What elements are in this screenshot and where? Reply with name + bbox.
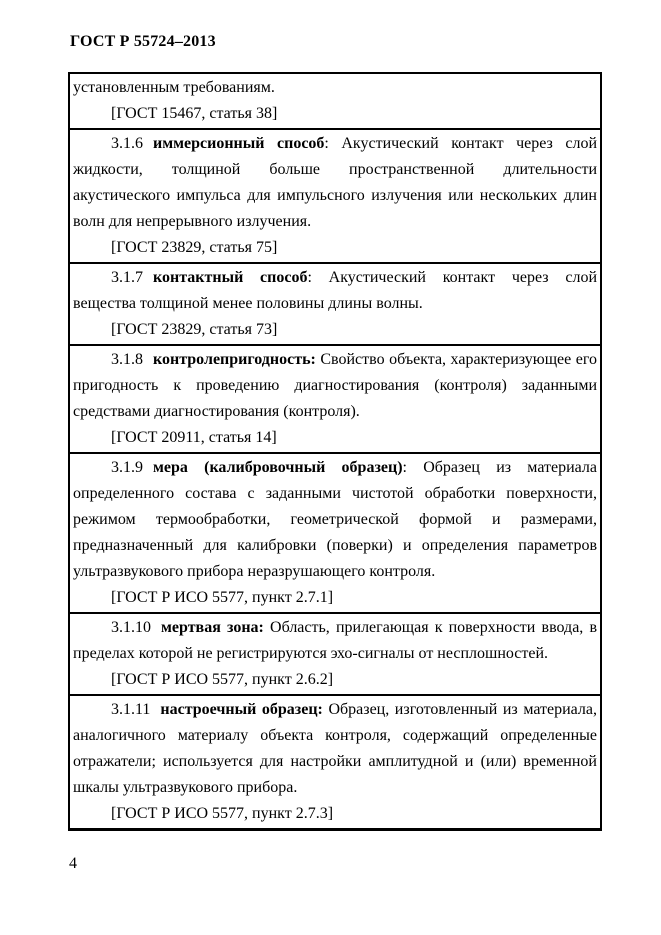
definition-paragraph [73,697,597,801]
definition-paragraph [73,615,597,667]
definition-text: : Акустический контакт через слой вещества толщиной менее половины длины волны. [73,269,597,312]
definition-paragraph [73,265,597,317]
definition-row [70,452,600,612]
source-reference: [ГОСТ 23829, статья 73] [111,321,278,338]
page-number: 4 [69,855,77,872]
definitions-table [68,72,602,831]
source-reference: [ГОСТ 23829, статья 75] [111,239,278,256]
clause-number: 3.1.9 [111,459,143,476]
definition-row [70,694,600,828]
term-bold: контактный способ [153,269,308,286]
definition-row [70,128,600,262]
definition-paragraph [73,131,597,235]
source-reference: [ГОСТ 20911, статья 14] [111,429,277,446]
term-bold: мертвая зона: [161,619,264,636]
clause-number: 3.1.11 [111,701,151,718]
definition-row [70,262,600,344]
continuation-text: установленным требованиям. [73,79,275,96]
definition-paragraph [73,455,597,585]
term-bold: контролепригодность: [153,351,316,368]
source-reference: [ГОСТ 15467, статья 38] [111,105,278,122]
definition-row [70,74,600,128]
term-bold: иммерсионный способ [153,135,325,152]
clause-number: 3.1.7 [111,269,143,286]
clause-number: 3.1.10 [111,619,151,636]
definition-paragraph [73,347,597,425]
definition-text: Образец, изготовленный из материала, аналогичного материалу объекта контроля, содержащий определенные отражатели; используется для настройки амплитудной и (или) временной шкалы ультразвукового прибора. [73,701,598,796]
definition-text: : Образец из материала определенного состава с заданными чистотой обработки поверхности, режимом термообработки, геометрической формой и размерами, предназначенный для калибровки (поверки) и определения параметров ультразвукового прибора неразрушающего контроля. [73,459,597,580]
source-reference: [ГОСТ Р ИСО 5577, пункт 2.6.2] [111,671,334,688]
definition-text: Свойство объекта, характеризующее его пригодность к проведению диагностирования (контроля) заданными средствами диагностирования (контроля). [73,351,597,420]
clause-number: 3.1.8 [111,351,143,368]
document-code: ГОСТ Р 55724–2013 [70,33,216,50]
term-bold: мера (калибровочный образец) [153,459,403,476]
definition-text: : Акустический контакт через слой жидкости, толщиной больше пространственной длительности акустического импульса для импульсного излучения или нескольких длин волн для непрерывного излучения. [73,135,598,230]
term-bold: настроечный образец: [160,701,323,718]
definition-row [70,344,600,452]
clause-number: 3.1.6 [111,135,143,152]
definition-text: Область, прилегающая к поверхности ввода, в пределах которой не регистрируются эхо-сигналы от несплошностей. [73,619,597,662]
definition-row [70,612,600,694]
source-reference: [ГОСТ Р ИСО 5577, пункт 2.7.1] [111,589,334,606]
source-reference: [ГОСТ Р ИСО 5577, пункт 2.7.3] [111,805,334,822]
